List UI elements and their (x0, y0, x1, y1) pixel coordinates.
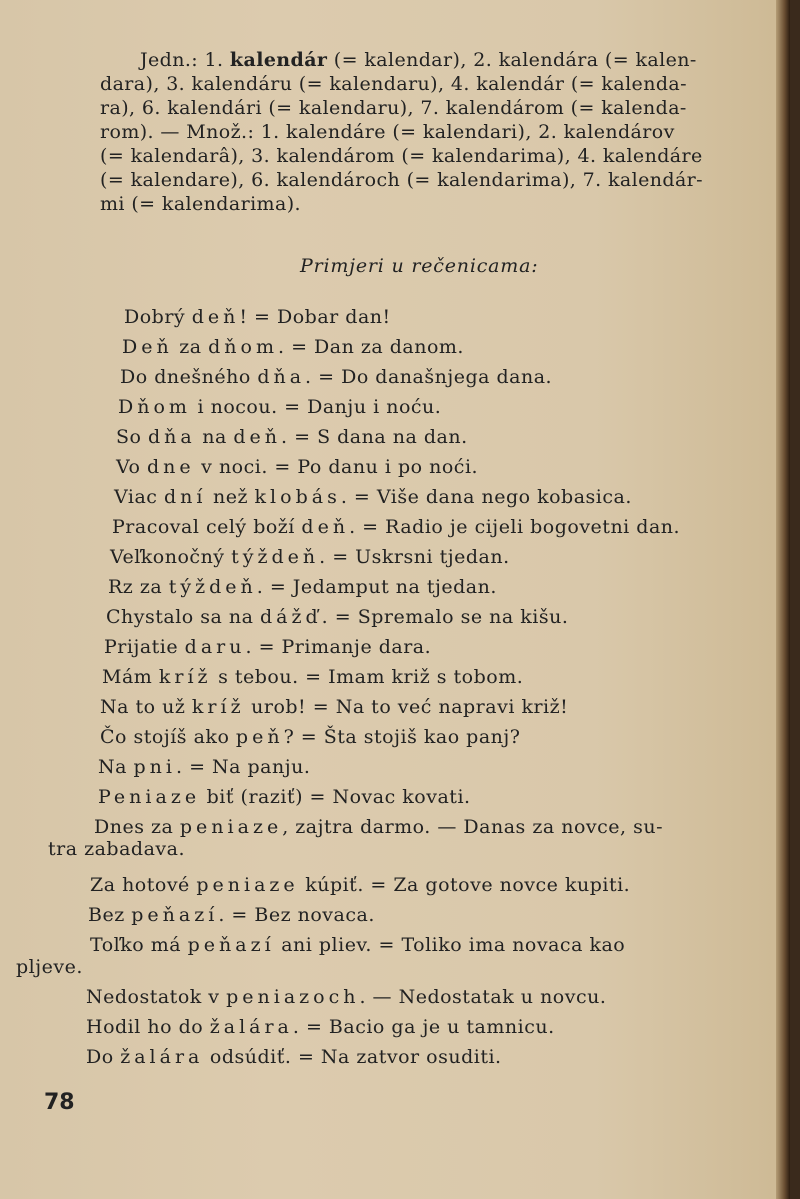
spaced-keyword: dňa (257, 366, 306, 388)
example-text: Viac (114, 486, 164, 508)
example-text: urob! = Na to već napravi križ! (244, 696, 569, 718)
example-sentence (114, 486, 632, 508)
example-text: . = Na panju. (175, 756, 311, 778)
example-text: Do dnešného (120, 366, 258, 388)
example-sentence (110, 546, 510, 568)
example-sentence (98, 756, 310, 778)
example-text: . = Više dana nego kobasica. (340, 486, 632, 508)
spaced-keyword: peniazoch (226, 986, 360, 1008)
spaced-keyword: dážď (260, 606, 322, 628)
spaced-keyword: dní (163, 486, 207, 508)
example-sentence (116, 426, 468, 448)
example-text: Dobrý (124, 306, 192, 328)
example-continuation: pljeve. (16, 956, 83, 978)
spaced-keyword: Peniaze (98, 786, 201, 808)
spaced-keyword: deň (191, 306, 240, 328)
example-text: za (172, 336, 209, 358)
spaced-keyword: peň (235, 726, 284, 748)
example-text: Mám (102, 666, 159, 688)
declension-paragraph (100, 48, 760, 216)
example-text: ani pliev. = Toliko ima novaca kao (274, 934, 626, 956)
example-text: kúpiť. = Za gotove novce kupiti. (298, 874, 631, 896)
example-sentence (98, 786, 471, 808)
example-sentence (108, 576, 497, 598)
example-sentence (116, 456, 478, 478)
spaced-keyword: deň (233, 426, 282, 448)
example-text: . = Radio je cijeli bogovetni dan. (349, 516, 681, 538)
example-sentence (86, 1046, 502, 1068)
example-text: . = Spremalo se na kišu. (321, 606, 569, 628)
example-sentence (120, 366, 552, 388)
example-text: . = Do današnjega dana. (305, 366, 553, 388)
spaced-keyword: daru (184, 636, 246, 658)
example-sentence (102, 666, 523, 688)
example-text: biť (raziť) = Novac kovati. (200, 786, 471, 808)
example-text: ! = Dobar dan! (239, 306, 391, 328)
spaced-keyword: dňom (208, 336, 278, 358)
example-text: Do (86, 1046, 121, 1068)
paragraph-line: mi (= kalendarima). (100, 193, 301, 215)
example-text: Na (98, 756, 134, 778)
example-text: . = Bez novaca. (218, 904, 375, 926)
spaced-keyword: peňazí (187, 934, 275, 956)
example-text: Vo (116, 456, 147, 478)
spaced-keyword: kríž (191, 696, 245, 718)
paragraph-line: ra), 6. kalendári (= kalendaru), 7. kalendárom (= kalenda- (100, 97, 687, 119)
example-text: Hodil ho do (86, 1016, 210, 1038)
spaced-keyword: peňazí (131, 904, 219, 926)
example-sentence (94, 816, 663, 838)
example-sentence (104, 636, 431, 658)
paragraph-line: (= kalendare), 6. kalendároch (= kalendarima), 7. kalendár- (100, 169, 703, 191)
paragraph-line: Jedn.: 1. kalendár (= kalendar), 2. kalendára (= kalen- (140, 49, 697, 71)
example-sentence (90, 934, 625, 956)
example-text: . = Dan za danom. (278, 336, 464, 358)
spaced-keyword: Dňom (118, 396, 191, 418)
example-sentence (86, 1016, 555, 1038)
example-text: . = S dana na dan. (281, 426, 468, 448)
example-text: So (116, 426, 148, 448)
example-text: Za hotové (90, 874, 197, 896)
spaced-keyword: deň (301, 516, 350, 538)
example-text: Veľkonočný (110, 546, 232, 568)
example-text: . = Uskrsni tjedan. (319, 546, 510, 568)
example-text: Bez (88, 904, 132, 926)
example-sentence (86, 986, 606, 1008)
example-sentence (100, 726, 521, 748)
example-text: Čo stojíš ako (100, 726, 236, 748)
paragraph-line: (= kalendarâ), 3. kalendárom (= kalendarima), 4. kalendáre (100, 145, 703, 167)
example-text: s tebou. = Imam križ s tobom. (211, 666, 524, 688)
example-text: Pracoval celý boží (112, 516, 302, 538)
spaced-keyword: žalára (120, 1046, 204, 1068)
example-text: . = Jedamput na tjedan. (256, 576, 497, 598)
example-text: na (195, 426, 234, 448)
spaced-keyword: týždeň (168, 576, 257, 598)
section-heading: Primjeri u rečenicama: (300, 255, 539, 277)
example-sentence (90, 874, 630, 896)
example-text: Dnes za (94, 816, 180, 838)
example-sentence (118, 396, 441, 418)
example-sentence (88, 904, 375, 926)
example-text: . — Nedostatak u novcu. (359, 986, 607, 1008)
example-text: . = Primanje dara. (245, 636, 432, 658)
spaced-keyword: kríž (158, 666, 212, 688)
spaced-keyword: týždeň (231, 546, 320, 568)
example-text: . = Bacio ga je u tamnicu. (292, 1016, 555, 1038)
example-text: Na to už (100, 696, 192, 718)
example-text: Toľko má (90, 934, 188, 956)
spaced-keyword: peniaze (196, 874, 299, 896)
paragraph-line: rom). — Množ.: 1. kalendáre (= kalendari), 2. kalendárov (100, 121, 675, 143)
spaced-keyword: peniaze (179, 816, 283, 838)
example-text: v noci. = Po danu i po noći. (194, 456, 479, 478)
spaced-keyword: klobás (254, 486, 341, 508)
page-number: 78 (44, 1090, 75, 1115)
example-text: Rz za (108, 576, 169, 598)
spaced-keyword: žalára (209, 1016, 293, 1038)
book-spine (776, 0, 790, 1199)
spaced-keyword: pni (133, 756, 176, 778)
example-text: než (206, 486, 255, 508)
spaced-keyword: dňa (148, 426, 196, 448)
example-text: ? = Šta stojiš kao panj? (283, 726, 521, 748)
example-sentence (122, 336, 464, 358)
paragraph-line: dara), 3. kalendáru (= kalendaru), 4. kalendár (= kalenda- (100, 73, 687, 95)
example-text: Nedostatok v (86, 986, 227, 1008)
example-text: Prijatie (104, 636, 185, 658)
example-sentence (100, 696, 568, 718)
example-continuation: tra zabadava. (48, 838, 186, 860)
example-text: i nocou. = Danju i noću. (190, 396, 442, 418)
example-text: Chystalo sa na (106, 606, 260, 628)
example-sentence (106, 606, 568, 628)
example-text: odsúdiť. = Na zatvor osuditi. (203, 1046, 502, 1068)
example-sentence (112, 516, 680, 538)
example-text: , zajtra darmo. — Danas za novce, su- (282, 816, 663, 838)
spaced-keyword: dne (146, 456, 195, 478)
spaced-keyword: Deň (122, 336, 173, 358)
example-sentence (124, 306, 391, 328)
